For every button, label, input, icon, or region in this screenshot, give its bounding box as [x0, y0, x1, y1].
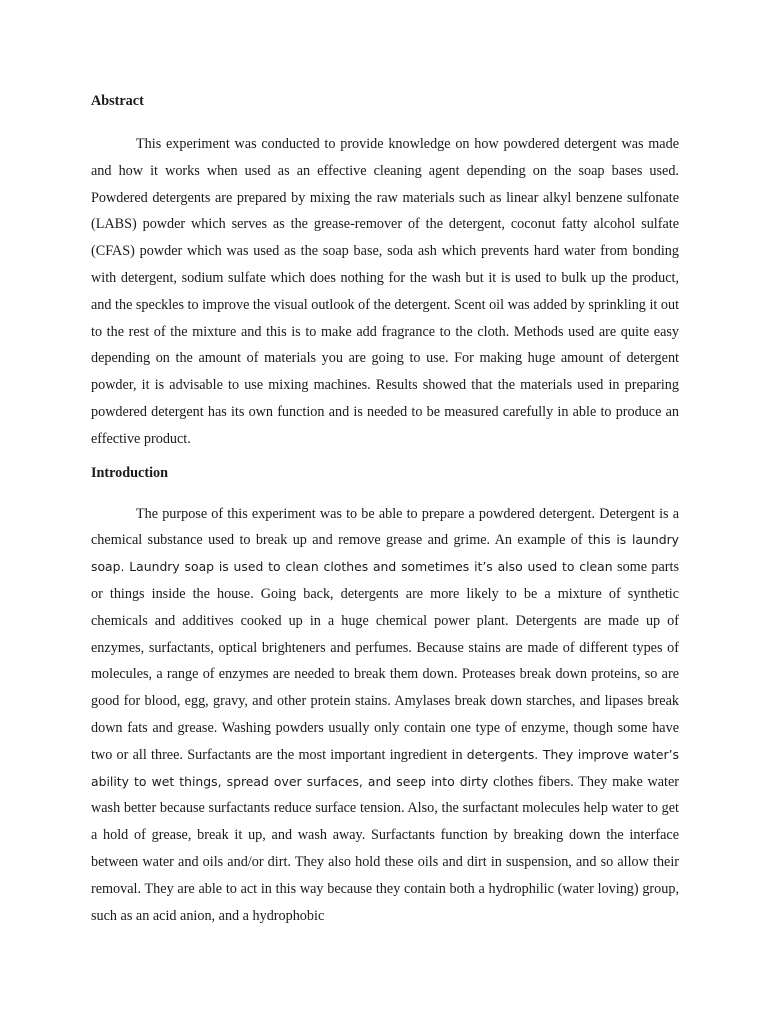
- introduction-paragraph: [91, 501, 679, 930]
- introduction-text-segment: clothes fibers. They make water wash better because surfactants reduce surface tension. Also, the surfactant molecules help water to get a hold of grease, break it up, and wash away. Surfactants function by breaking down the interface between water and oils and/or dirt. They also hold these oils and dirt in suspension, and so allow their removal. They are able to act in this way because they contain both a hydrophilic (water loving) group, such as an acid anion, and a hydrophobic: [91, 773, 679, 924]
- introduction-text-segment-sans: this is laundry soap. Laundry soap is used to clean clothes and sometimes it’s also used to clean: [91, 532, 679, 575]
- document-content: [91, 90, 679, 929]
- introduction-text-segment: The purpose of this experiment was to be able to prepare a powdered detergent. Detergent is a chemical substance used to break up and remove grease and grime. An example of: [91, 505, 679, 549]
- abstract-heading: Abstract: [91, 93, 144, 109]
- introduction-text-segment: some parts or things inside the house. Going back, detergents are more likely to be a mixture of synthetic chemicals and additives cooked up in a huge chemical power plant. Detergents are made up of enzymes, surfactants, optical brighteners and perfumes. Because stains are made of different types of molecules, a range of enzymes are needed to break them down. Proteases break down proteins, so are good for blood, egg, gravy, and other protein stains. Amylases break down starches, and lipases break down fats and grease. Washing powders usually only contain one type of enzyme, though some have two or all three. Surfactants are the most important ingredient in: [91, 559, 679, 763]
- introduction-heading: Introduction: [91, 464, 168, 481]
- abstract-paragraph: This experiment was conducted to provide knowledge on how powdered detergent was made and how it works when used as an effective cleaning agent depending on the soap bases used. Powdered detergents are prepared by mixing the raw materials such as linear alkyl benzene sulfonate (LABS) powder which serves as the grease-remover of the detergent, coconut fatty alcohol sulfate (CFAS) powder which was used as the soap base, soda ash which prevents hard water from bonding with detergent, sodium sulfate which does nothing for the wash but it is used to bulk up the product, and the speckles to improve the visual outlook of the detergent. Scent oil was added by sprinkling it out to the rest of the mixture and this is to make add fragrance to the cloth. Methods used are quite easy depending on the amount of materials you are going to use. For making huge amount of detergent powder, it is advisable to use mixing machines. Results showed that the materials used in preparing powdered detergent has its own function and is needed to be measured carefully in able to produce an effective product.: [91, 136, 680, 447]
- introduction-text-segment-sans: detergents. They improve water’s ability to wet things, spread over surfaces, and seep into dirty: [91, 746, 679, 789]
